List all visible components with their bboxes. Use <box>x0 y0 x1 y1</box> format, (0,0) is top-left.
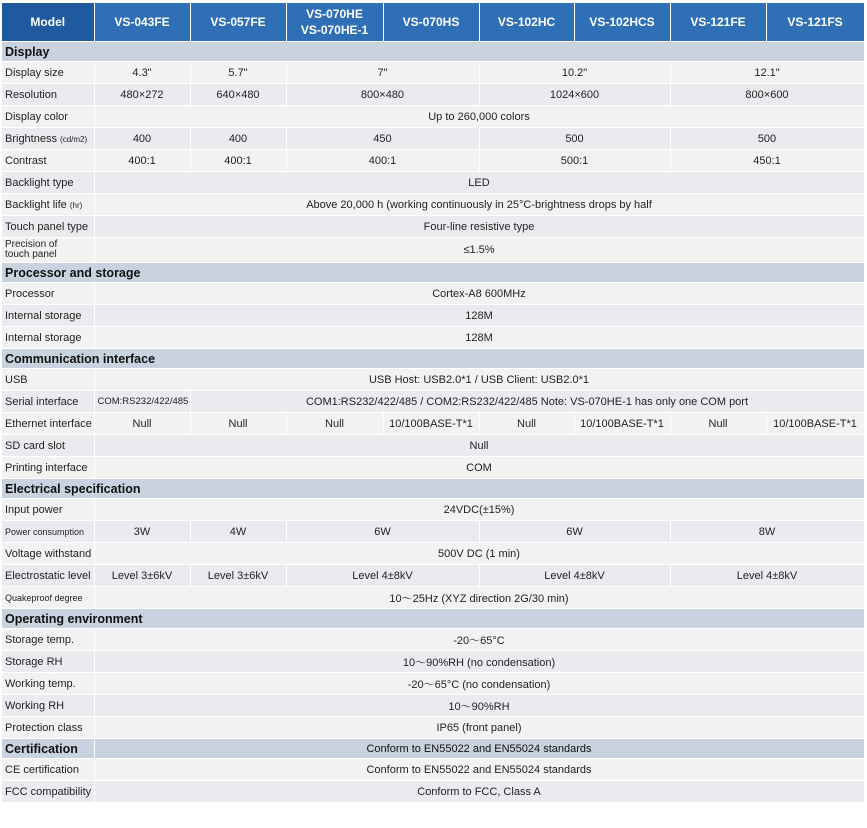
brightness-unit: (cd/m2) <box>60 134 88 144</box>
row-label: SD card slot <box>2 435 94 457</box>
header-vs-070he-1-line2: VS-070HE-1 <box>300 23 369 37</box>
section-title: Display <box>2 42 864 62</box>
spec-table <box>2 3 865 803</box>
cell: 500 <box>670 128 864 150</box>
cell: 480×272 <box>94 84 190 106</box>
row-display-color <box>2 106 864 128</box>
cell: COM <box>94 457 864 479</box>
row-label: CE certification <box>2 759 94 781</box>
row-label: Internal storage <box>2 327 94 349</box>
cell: Cortex-A8 600MHz <box>94 283 864 305</box>
row-label: Storage RH <box>2 651 94 673</box>
cell: 10～25Hz (XYZ direction 2G/30 min) <box>94 587 864 609</box>
life-unit: (hr) <box>69 200 83 210</box>
row-brightness <box>2 128 864 150</box>
header-vs-121fs: VS-121FS <box>766 3 864 42</box>
section-title: Communication interface <box>2 349 864 369</box>
row-precision <box>2 238 864 263</box>
row-label: Touch panel type <box>2 216 94 238</box>
row-label: Resolution <box>2 84 94 106</box>
cell: 400:1 <box>94 150 190 172</box>
cell: 8W <box>670 521 864 543</box>
cell: 128M <box>94 327 864 349</box>
section-display <box>2 42 864 62</box>
cell: Level 3±6kV <box>94 565 190 587</box>
cell: Conform to EN55022 and EN55024 standards <box>94 759 864 781</box>
cell: 10～90%RH (no condensation) <box>94 651 864 673</box>
cell: 400:1 <box>190 150 286 172</box>
section-title: Operating environment <box>2 609 864 629</box>
cell: 10/100BASE-T*1 <box>383 413 479 435</box>
row-label <box>2 194 94 216</box>
row-fcc <box>2 781 864 803</box>
row-label: Power consumption <box>2 521 94 543</box>
cell: 10/100BASE-T*1 <box>574 413 670 435</box>
cell: Conform to EN55022 and EN55024 standards <box>94 739 864 759</box>
cell: ≤1.5% <box>94 238 864 263</box>
row-label: Printing interface <box>2 457 94 479</box>
row-label: Display size <box>2 62 94 84</box>
row-ethernet <box>2 413 864 435</box>
cell: Up to 260,000 colors <box>94 106 864 128</box>
row-protection <box>2 717 864 739</box>
precision-label-line1: Precision of <box>5 239 58 250</box>
cell: 800×600 <box>670 84 864 106</box>
cell: 400 <box>190 128 286 150</box>
cell: 6W <box>286 521 479 543</box>
row-label <box>2 128 94 150</box>
row-internal-storage <box>2 305 864 327</box>
header-vs-070he-line1: VS-070HE <box>306 7 363 21</box>
row-label: Quakeproof degree <box>2 587 94 609</box>
header-vs-057fe: VS-057FE <box>190 3 286 42</box>
header-vs-102hcs: VS-102HCS <box>574 3 670 42</box>
row-label: Serial interface <box>2 391 94 413</box>
row-label: USB <box>2 369 94 391</box>
header-vs-070he <box>286 3 383 42</box>
precision-label-line2: touch panel <box>5 249 57 260</box>
row-label: Ethernet interface <box>2 413 94 435</box>
cell: Level 4±8kV <box>670 565 864 587</box>
cell: 10.2" <box>479 62 670 84</box>
section-environment <box>2 609 864 629</box>
row-resolution <box>2 84 864 106</box>
cell: USB Host: USB2.0*1 / USB Client: USB2.0*1 <box>94 369 864 391</box>
header-vs-043fe: VS-043FE <box>94 3 190 42</box>
cell: 10/100BASE-T*1 <box>766 413 864 435</box>
cell: Null <box>94 435 864 457</box>
cell: IP65 (front panel) <box>94 717 864 739</box>
cell: 6W <box>479 521 670 543</box>
cell: 450 <box>286 128 479 150</box>
cell: Above 20,000 h (working continuously in 25°C-brightness drops by half <box>94 194 864 216</box>
life-label: Backlight life <box>5 198 67 211</box>
header-model: Model <box>2 3 94 42</box>
row-serial <box>2 391 864 413</box>
section-title: Certification <box>2 739 94 759</box>
cell: -20～65°C (no condensation) <box>94 673 864 695</box>
row-backlight-life <box>2 194 864 216</box>
cell: Null <box>94 413 190 435</box>
cell: COM1:RS232/422/485 / COM2:RS232/422/485 Note: VS-070HE-1 has only one COM port <box>190 391 864 413</box>
cell: Conform to FCC, Class A <box>94 781 864 803</box>
row-label: Internal storage <box>2 305 94 327</box>
cell: Null <box>479 413 574 435</box>
brightness-label: Brightness <box>5 132 57 145</box>
row-label: Working RH <box>2 695 94 717</box>
row-usb <box>2 369 864 391</box>
row-ce <box>2 759 864 781</box>
section-communication <box>2 349 864 369</box>
cell: COM:RS232/422/485 <box>94 391 190 413</box>
row-printing <box>2 457 864 479</box>
section-certification <box>2 739 864 759</box>
cell: 4.3" <box>94 62 190 84</box>
row-electrostatic <box>2 565 864 587</box>
cell: 128M <box>94 305 864 327</box>
row-storage-rh <box>2 651 864 673</box>
row-label: Display color <box>2 106 94 128</box>
row-label: Contrast <box>2 150 94 172</box>
cell: 5.7" <box>190 62 286 84</box>
row-label: Voltage withstand <box>2 543 94 565</box>
cell: Four-line resistive type <box>94 216 864 238</box>
cell: Null <box>286 413 383 435</box>
row-label: Working temp. <box>2 673 94 695</box>
row-label: Electrostatic level <box>2 565 94 587</box>
cell: 24VDC(±15%) <box>94 499 864 521</box>
row-contrast <box>2 150 864 172</box>
cell: 500 <box>479 128 670 150</box>
row-touch-panel <box>2 216 864 238</box>
row-power-consumption <box>2 521 864 543</box>
cell: 450:1 <box>670 150 864 172</box>
cell: Level 4±8kV <box>479 565 670 587</box>
section-title: Processor and storage <box>2 263 864 283</box>
row-label: Processor <box>2 283 94 305</box>
header-row <box>2 3 864 42</box>
row-internal-storage-2 <box>2 327 864 349</box>
cell: 10～90%RH <box>94 695 864 717</box>
cell: 1024×600 <box>479 84 670 106</box>
row-quakeproof <box>2 587 864 609</box>
row-label <box>2 238 94 263</box>
row-storage-temp <box>2 629 864 651</box>
cell: 12.1" <box>670 62 864 84</box>
header-vs-121fe: VS-121FE <box>670 3 766 42</box>
cell: 400 <box>94 128 190 150</box>
row-working-rh <box>2 695 864 717</box>
cell: 640×480 <box>190 84 286 106</box>
cell: Level 4±8kV <box>286 565 479 587</box>
section-processor <box>2 263 864 283</box>
header-vs-102hc: VS-102HC <box>479 3 574 42</box>
row-label: Backlight type <box>2 172 94 194</box>
cell: LED <box>94 172 864 194</box>
cell: Level 3±6kV <box>190 565 286 587</box>
row-working-temp <box>2 673 864 695</box>
cell: -20～65°C <box>94 629 864 651</box>
section-electrical <box>2 479 864 499</box>
row-label: Input power <box>2 499 94 521</box>
row-backlight-type <box>2 172 864 194</box>
row-label: Storage temp. <box>2 629 94 651</box>
section-title: Electrical specification <box>2 479 864 499</box>
header-vs-070hs: VS-070HS <box>383 3 479 42</box>
row-label: Protection class <box>2 717 94 739</box>
cell: 500V DC (1 min) <box>94 543 864 565</box>
row-display-size <box>2 62 864 84</box>
row-label: FCC compatibility <box>2 781 94 803</box>
cell: Null <box>670 413 766 435</box>
row-processor <box>2 283 864 305</box>
row-voltage-withstand <box>2 543 864 565</box>
cell: 7" <box>286 62 479 84</box>
cell: 3W <box>94 521 190 543</box>
row-sd-card <box>2 435 864 457</box>
cell: Null <box>190 413 286 435</box>
row-input-power <box>2 499 864 521</box>
cell: 400:1 <box>286 150 479 172</box>
cell: 800×480 <box>286 84 479 106</box>
cell: 4W <box>190 521 286 543</box>
cell: 500:1 <box>479 150 670 172</box>
